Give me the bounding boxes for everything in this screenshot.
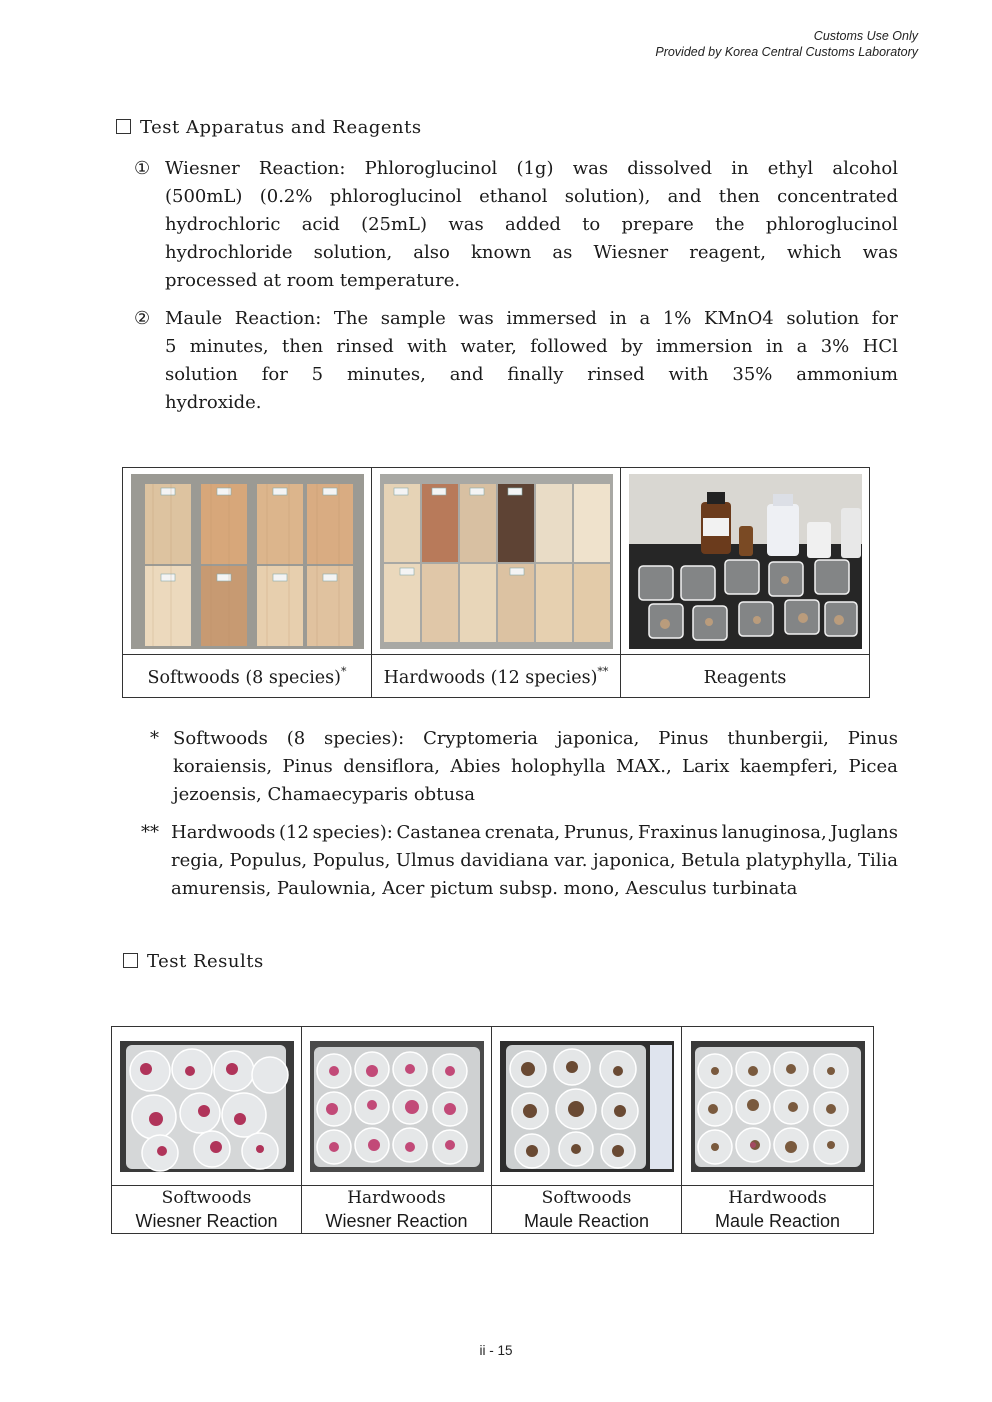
footnote-text xyxy=(150,725,898,809)
word: Populus, xyxy=(312,850,391,871)
result-photo-cell xyxy=(112,1027,302,1186)
word: (1g) xyxy=(516,158,554,179)
checkbox-square-icon xyxy=(123,953,138,968)
word: 35% xyxy=(732,364,773,385)
word: alcohol xyxy=(832,158,898,179)
word: Softwoods xyxy=(173,728,268,749)
materials-figure-table xyxy=(122,467,870,698)
text-line xyxy=(165,183,898,211)
word: (25mL) xyxy=(361,214,428,235)
text-line xyxy=(171,847,898,875)
checkbox-square-icon xyxy=(116,119,131,134)
word: was xyxy=(448,214,484,235)
word: was xyxy=(572,158,609,179)
word: followed xyxy=(530,336,608,357)
word: lanuginosa, xyxy=(721,822,827,843)
word: Cryptomeria xyxy=(423,728,539,749)
word: phloroglucinol xyxy=(329,186,462,207)
word: Populus, xyxy=(229,850,308,871)
word: Fraxinus xyxy=(637,822,718,843)
hardwoods-maule-photo xyxy=(691,1041,865,1172)
word: added xyxy=(504,214,561,235)
word: Wiesner xyxy=(165,158,240,179)
word: Reaction: xyxy=(234,308,322,329)
word: which xyxy=(787,242,842,263)
text-line: amurensis, Paulownia, Acer pictum subsp. mono, Aesculus turbinata xyxy=(171,878,798,899)
hardwoods-wiesner-photo xyxy=(310,1041,484,1172)
word: by xyxy=(620,336,643,357)
word: for xyxy=(261,364,288,385)
text-line xyxy=(165,333,898,361)
item-number: ② xyxy=(134,308,151,329)
header-line-2: Provided by Korea Central Customs Laboratory xyxy=(655,45,918,59)
text-line xyxy=(165,211,898,239)
word: a xyxy=(796,336,808,357)
word: Hardwoods xyxy=(171,822,276,843)
word: Ulmus xyxy=(395,850,455,871)
footnote-hardwoods xyxy=(141,819,898,903)
word: kaempferi, xyxy=(739,756,839,777)
page-header xyxy=(655,28,918,60)
word: (500mL) xyxy=(165,186,243,207)
item-text xyxy=(134,305,898,417)
word: immersed xyxy=(506,308,597,329)
result-caption: Hardwoods Maule Reaction xyxy=(682,1186,874,1234)
word: ammonium xyxy=(796,364,898,385)
word: in xyxy=(731,158,749,179)
item-number: ① xyxy=(134,158,151,179)
word: holophylla xyxy=(511,756,606,777)
word: was xyxy=(862,242,898,263)
result-photo-cell xyxy=(302,1027,492,1186)
result-caption: Hardwoods Wiesner Reaction xyxy=(302,1186,492,1234)
softwood-samples-photo xyxy=(131,474,364,649)
footnote-softwoods xyxy=(150,725,898,809)
word: in xyxy=(765,336,784,357)
text-line xyxy=(173,725,898,753)
word: Juglans xyxy=(830,822,898,843)
word: Phloroglucinol xyxy=(364,158,498,179)
word: crenata, xyxy=(484,822,561,843)
word: for xyxy=(871,308,898,329)
caption-reagents: Reagents xyxy=(621,655,870,698)
word: phloroglucinol xyxy=(765,214,898,235)
word: rinsed xyxy=(587,364,645,385)
text-line xyxy=(173,753,898,781)
word: Prunus, xyxy=(563,822,635,843)
text-line: processed at room temperature. xyxy=(165,270,461,291)
text-line xyxy=(171,819,898,847)
photo-cell-reagents xyxy=(621,468,870,655)
word: ethanol xyxy=(479,186,548,207)
word: var. xyxy=(554,850,588,871)
word: species): xyxy=(312,822,393,843)
word: Tilia xyxy=(857,850,898,871)
word: with xyxy=(668,364,709,385)
word: minutes, xyxy=(346,364,426,385)
word: (12 xyxy=(279,822,309,843)
word: then xyxy=(718,186,760,207)
word: known xyxy=(470,242,532,263)
text-line xyxy=(165,305,898,333)
hardwood-samples-photo xyxy=(380,474,613,649)
item-text xyxy=(134,155,898,295)
word: Abies xyxy=(450,756,501,777)
procedure-item-maule xyxy=(134,305,898,417)
word: dissolved xyxy=(627,158,712,179)
footnote-mark: * xyxy=(150,728,159,749)
footnote-mark: ** xyxy=(141,822,159,843)
word: 3% xyxy=(820,336,850,357)
footnote-text xyxy=(141,819,898,903)
word: in xyxy=(609,308,627,329)
word: sample xyxy=(380,308,446,329)
word: Wiesner xyxy=(593,242,669,263)
result-photo-cell xyxy=(682,1027,874,1186)
word: immersion xyxy=(656,336,753,357)
word: koraiensis, xyxy=(173,756,273,777)
word: finally xyxy=(507,364,564,385)
word: water, xyxy=(460,336,517,357)
word: Pinus xyxy=(658,728,709,749)
word: then xyxy=(282,336,324,357)
photo-cell-softwoods xyxy=(123,468,372,655)
word: 1% xyxy=(662,308,692,329)
word: and xyxy=(667,186,702,207)
word: KMnO4 xyxy=(704,308,774,329)
word: solution), xyxy=(564,186,651,207)
word: concentrated xyxy=(777,186,898,207)
word: 5 xyxy=(165,336,177,357)
photo-cell-hardwoods xyxy=(372,468,621,655)
word: also xyxy=(413,242,450,263)
word: Picea xyxy=(848,756,898,777)
word: to xyxy=(582,214,601,235)
word: reagent, xyxy=(689,242,766,263)
result-caption: Softwoods Wiesner Reaction xyxy=(112,1186,302,1234)
results-figure-table xyxy=(111,1026,874,1234)
word: was xyxy=(458,308,494,329)
word: and xyxy=(449,364,484,385)
word: minutes, xyxy=(189,336,269,357)
word: davidiana xyxy=(460,850,549,871)
word: solution xyxy=(165,364,238,385)
word: acid xyxy=(301,214,340,235)
word: regia, xyxy=(171,850,224,871)
softwoods-wiesner-photo xyxy=(120,1041,294,1172)
text-line: jezoensis, Chamaecyparis obtusa xyxy=(173,784,476,805)
word: solution xyxy=(786,308,860,329)
word: Pinus xyxy=(847,728,898,749)
word: (0.2% xyxy=(259,186,313,207)
word: The xyxy=(333,308,369,329)
word: with xyxy=(407,336,448,357)
word: species): xyxy=(324,728,405,749)
word: rinsed xyxy=(336,336,394,357)
word: solution, xyxy=(313,242,393,263)
word: japonica, xyxy=(593,850,676,871)
text-line xyxy=(165,361,898,389)
word: Reaction: xyxy=(258,158,346,179)
word: Larix xyxy=(682,756,730,777)
word: densiflora, xyxy=(343,756,440,777)
word: japonica, xyxy=(556,728,640,749)
page-number: ii - 15 xyxy=(479,1343,513,1358)
word: Betula xyxy=(681,850,741,871)
word: the xyxy=(715,214,745,235)
section-title-apparatus xyxy=(116,117,422,138)
softwoods-maule-photo xyxy=(500,1041,674,1172)
word: hydrochloride xyxy=(165,242,293,263)
word: hydrochloric xyxy=(165,214,281,235)
word: HCl xyxy=(862,336,898,357)
word: platyphylla, xyxy=(745,850,853,871)
text-line: hydroxide. xyxy=(165,392,262,413)
word: prepare xyxy=(621,214,694,235)
caption-softwoods: Softwoods (8 species)* xyxy=(123,655,372,698)
word: Pinus xyxy=(282,756,333,777)
header-line-1: Customs Use Only xyxy=(813,29,918,43)
section-title-results xyxy=(123,951,264,972)
text-line xyxy=(165,239,898,267)
result-photo-cell xyxy=(492,1027,682,1186)
word: (8 xyxy=(286,728,306,749)
procedure-item-wiesner xyxy=(134,155,898,295)
word: ethyl xyxy=(767,158,814,179)
section-title-text: Test Results xyxy=(147,951,264,972)
word: MAX., xyxy=(616,756,672,777)
reagents-photo xyxy=(629,474,862,649)
word: as xyxy=(552,242,573,263)
word: Maule xyxy=(165,308,223,329)
result-caption: Softwoods Maule Reaction xyxy=(492,1186,682,1234)
word: 5 xyxy=(311,364,324,385)
section-title-text: Test Apparatus and Reagents xyxy=(140,117,422,138)
word: Castanea xyxy=(396,822,482,843)
word: thunbergii, xyxy=(727,728,829,749)
word: a xyxy=(639,308,651,329)
text-line xyxy=(165,155,898,183)
caption-hardwoods: Hardwoods (12 species)** xyxy=(372,655,621,698)
